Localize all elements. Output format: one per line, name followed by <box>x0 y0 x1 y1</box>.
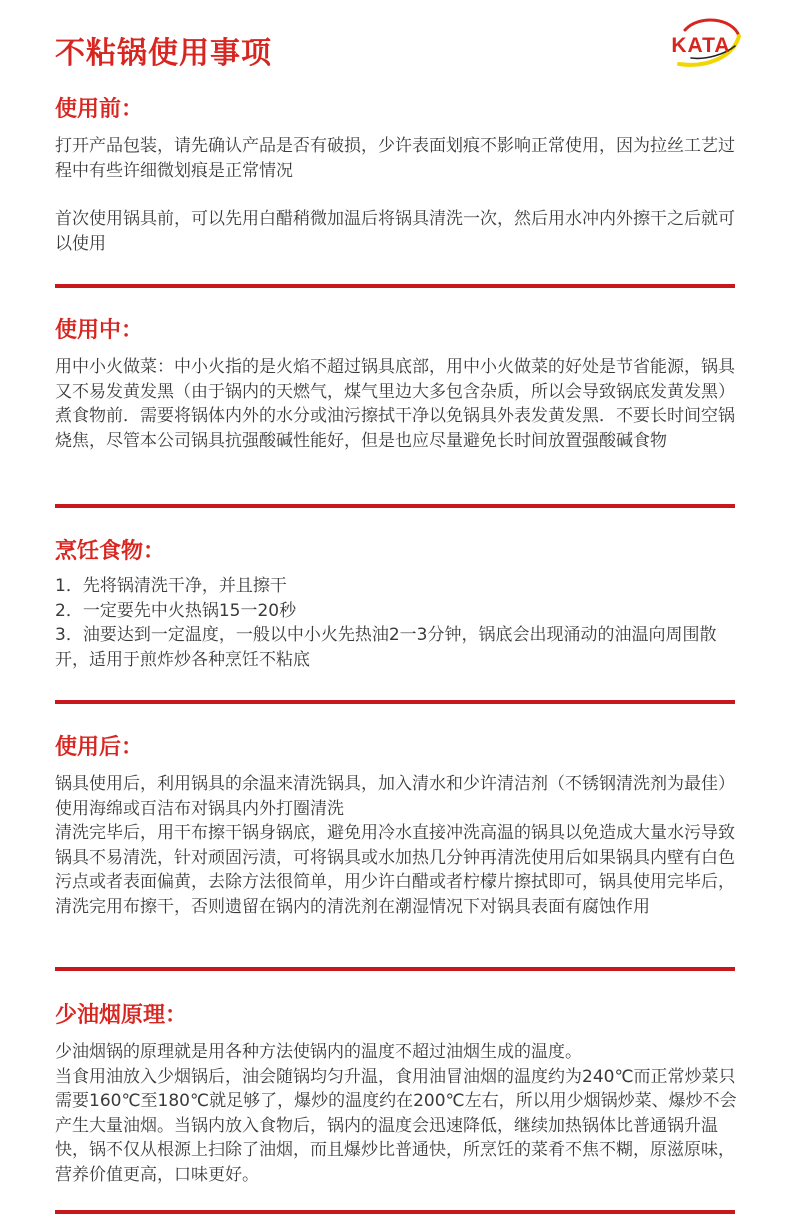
section-divider <box>55 504 735 508</box>
section-low-smoke-principle <box>55 1002 737 1187</box>
list-item: 1．先将锅清洗干净，并且擦干 <box>55 576 287 596</box>
section-during-use <box>55 317 737 453</box>
paragraph: 少油烟锅的原理就是用各种方法使锅内的温度不超过油烟生成的温度。 <box>55 1042 582 1062</box>
paragraph: 用中小火做菜：中小火指的是火焰不超过锅具底部，用中小火做菜的好处是节省能源，锅具又不易发黄发黑（由于锅内的天燃气，煤气里边大多包含杂质，所以会导致锅底发黄发黑）煮食物前．需要将锅体内外的水分或油污擦拭干净以免锅具外表发黄发黑．不要长时间空锅烧焦，尽管本公司锅具抗强酸碱性能好，但是也应尽量避免长时间放置强酸碱食物 <box>55 357 735 451</box>
section-divider <box>55 967 735 971</box>
section-divider <box>55 700 735 704</box>
kata-logo <box>655 16 747 76</box>
section-heading: 使用中： <box>55 318 144 343</box>
section-heading: 使用前： <box>55 97 144 122</box>
section-heading: 使用后： <box>55 735 144 760</box>
logo-text: KATA <box>671 34 731 57</box>
section-before-use <box>55 96 737 256</box>
page-title: 不粘锅使用事项 <box>55 36 272 71</box>
section-cooking <box>55 538 737 672</box>
paragraph: 打开产品包装，请先确认产品是否有破损，少许表面划痕不影响正常使用，因为拉丝工艺过程中有些许细微划痕是正常情况 <box>55 136 735 181</box>
list-item: 3．油要达到一定温度，一般以中小火先热油2一3分钟，锅底会出现涌动的油温向周围散开，适用于煎炸炒各种烹饪不粘底 <box>55 625 717 670</box>
paragraph: 首次使用锅具前，可以先用白醋稍微加温后将锅具清洗一次，然后用水冲内外擦干之后就可以使用 <box>55 209 735 254</box>
section-divider <box>55 1210 735 1214</box>
paragraph: 当食用油放入少烟锅后，油会随锅均匀升温，食用油冒油烟的温度约为240℃而正常炒菜只需要160℃至180℃就足够了，爆炒的温度约在200℃左右，所以用少烟锅炒菜、爆炒不会产生大量油烟。当锅内放入食物后，锅内的温度会迅速降低，继续加热锅体比普通锅升温快，锅不仅从根源上扫除了油烟，而且爆炒比普通快，所烹饪的菜肴不焦不糊，原滋原味，营养价值更高，口味更好。 <box>55 1066 737 1185</box>
section-heading: 烹饪食物： <box>55 539 166 564</box>
paragraph: 清洗完毕后，用干布擦干锅身锅底，避免用冷水直接冲洗高温的锅具以免造成大量水污导致锅具不易清洗，针对顽固污渍，可将锅具或水加热几分钟再清洗使用后如果锅具内壁有白色污点或者表面偏黄，去除方法很简单，用少许白醋或者柠檬片擦拭即可，锅具使用完毕后，清洗完用布擦干，否则遗留在锅内的清洗剂在潮湿情况下对锅具表面有腐蚀作用 <box>55 823 735 917</box>
paragraph: 锅具使用后，利用锅具的余温来清洗锅具，加入清水和少许清洁剂（不锈钢清洗剂为最佳）使用海绵或百洁布对锅具内外打圈清洗 <box>55 774 735 819</box>
section-after-use <box>55 734 737 919</box>
section-divider <box>55 284 735 288</box>
section-heading: 少油烟原理： <box>55 1003 188 1028</box>
list-item: 2．一定要先中火热锅15一20秒 <box>55 600 297 621</box>
